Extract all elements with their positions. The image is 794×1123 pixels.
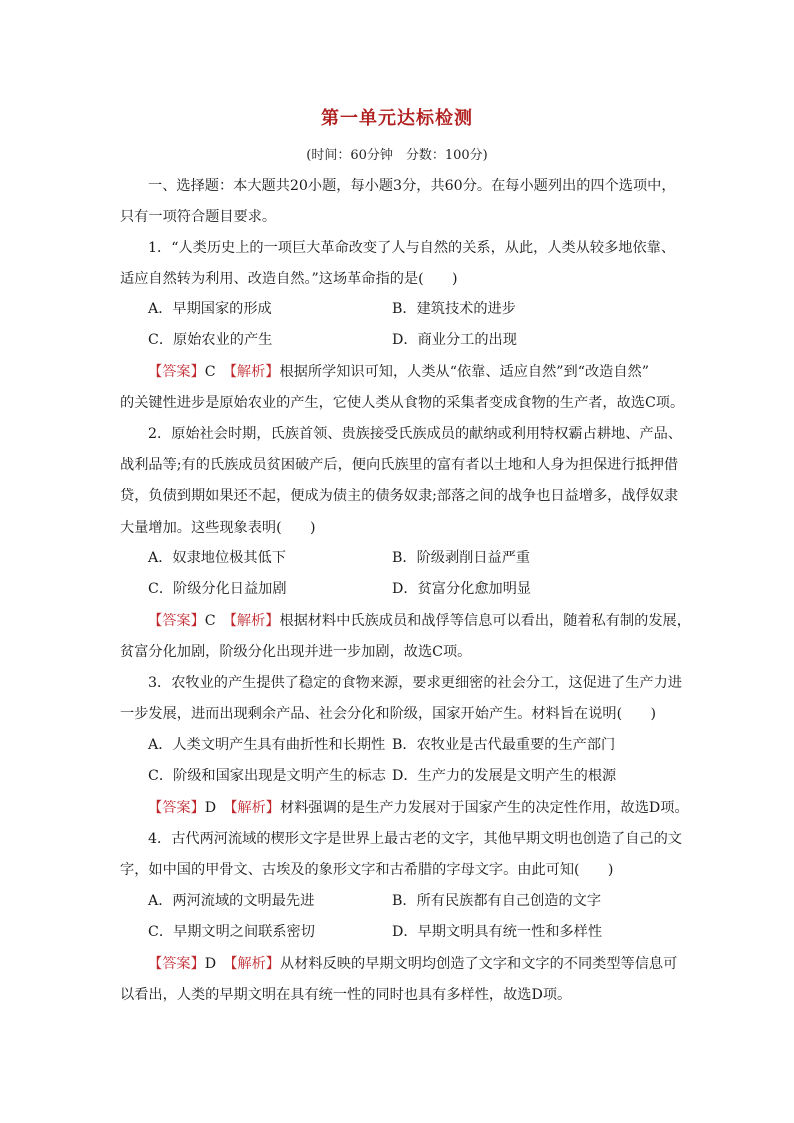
option-b[interactable]: B．所有民族都有自己创造的文字 — [392, 893, 602, 909]
instruction-line: 只有一项符合题目要求。 — [120, 209, 277, 226]
analysis-line: 的关键性进步是原始农业的产生，它使人类从食物的采集者变成食物的生产者，故选C项。 — [120, 395, 685, 412]
stem-line: 贷，负债到期如果还不起，便成为债主的债务奴隶;部落之间的战争也日益增多，战俘奴隶 — [120, 488, 679, 505]
analysis-line: 贫富分化加剧，阶级分化出现并进一步加剧，故选C项。 — [120, 644, 472, 661]
analysis-label: 【解析】 — [230, 800, 280, 816]
analysis-label: 【解析】 — [229, 613, 280, 629]
option-c[interactable]: C．原始农业的产生 — [148, 332, 273, 348]
stem-line: 大量增加。这些现象表明( ) — [120, 519, 316, 536]
stem-line: 战利品等;有的氏族成员贫困破产后，便向氏族里的富有者以土地和人身为担保进行抵押借 — [120, 457, 679, 474]
instruction-line: 一、选择题：本大题共20小题，每小题3分，共60分。在每小题列出的四个选项中， — [148, 178, 676, 194]
option-d[interactable]: D．生产力的发展是文明产生的根源 — [392, 768, 617, 784]
analysis-label: 【解析】 — [229, 364, 280, 380]
option-d[interactable]: D．商业分工的出现 — [392, 332, 517, 348]
answer-value: D — [204, 800, 217, 816]
option-d[interactable]: D．贫富分化愈加明显 — [392, 581, 532, 597]
question-1-stem — [120, 233, 680, 295]
question-4-options — [148, 886, 688, 948]
answer-value: C — [204, 364, 216, 380]
option-c[interactable]: C．阶级分化日益加剧 — [148, 581, 287, 597]
question-2-stem — [120, 419, 680, 544]
answer-value: C — [204, 613, 216, 629]
question-2-options — [148, 543, 688, 605]
stem-line: 3．农牧业的产生提供了稳定的食物来源，要求更细密的社会分工，这促进了生产力进 — [148, 675, 682, 691]
option-b[interactable]: B．阶级剥削日益严重 — [392, 550, 531, 566]
question-4-stem — [120, 824, 680, 886]
analysis-line: 以看出，人类的早期文明在具有统一性的同时也具有多样性，故选D项。 — [120, 987, 572, 1004]
page-title: 第一单元达标检测 — [321, 108, 473, 129]
question-3-answer — [120, 793, 689, 824]
stem-line: 一步发展，进而出现剩余产品、社会分化和阶级，国家开始产生。材料旨在说明( ) — [120, 706, 657, 723]
option-a[interactable]: A．奴隶地位极其低下 — [148, 550, 286, 566]
option-d[interactable]: D．早期文明具有统一性和多样性 — [392, 924, 603, 940]
question-3-options — [148, 730, 688, 792]
question-1-options — [148, 294, 688, 356]
option-b[interactable]: B．建筑技术的进步 — [392, 301, 516, 317]
answer-label: 【答案】 — [148, 364, 205, 380]
option-c[interactable]: C．早期文明之间联系密切 — [148, 924, 315, 940]
stem-line: 2．原始社会时期，氏族首领、贵族接受氏族成员的献纳或利用特权霸占耕地、产品、 — [148, 426, 682, 442]
option-a[interactable]: A．两河流域的文明最先进 — [148, 893, 315, 909]
option-a[interactable]: A．人类文明产生具有曲折性和长期性 — [148, 737, 386, 753]
answer-label: 【答案】 — [148, 613, 205, 629]
analysis-text: 材料强调的是生产力发展对于国家产生的决定性作用，故选D项。 — [280, 800, 689, 816]
analysis-text: 根据材料中氏族成员和战俘等信息可以看出，随着私有制的发展， — [279, 613, 691, 629]
answer-value: D — [204, 956, 217, 972]
option-b[interactable]: B．农牧业是古代最重要的生产部门 — [392, 737, 616, 753]
answer-label: 【答案】 — [148, 956, 205, 972]
stem-line: 字，如中国的甲骨文、古埃及的象形文字和古希腊的字母文字。由此可知( ) — [120, 862, 614, 879]
analysis-text: 根据所学知识可知，人类从“依靠、适应自然”到“改造自然” — [279, 364, 649, 380]
analysis-label: 【解析】 — [230, 956, 280, 972]
stem-line: 适应自然转为利用、改造自然。”这场革命指的是( ) — [120, 271, 458, 288]
answer-label: 【答案】 — [148, 800, 205, 816]
question-3-stem — [120, 668, 680, 730]
analysis-text: 从材料反映的早期文明均创造了文字和文字的不同类型等信息可 — [280, 956, 678, 972]
stem-line: 4．古代两河流域的楔形文字是世界上最古老的文字，其他早期文明也创造了自己的文 — [148, 831, 682, 847]
stem-line: 1．“人类历史上的一项巨大革命改变了人与自然的关系，从此，人类从较多地依靠、 — [148, 240, 676, 256]
option-a[interactable]: A．早期国家的形成 — [148, 301, 272, 317]
question-1-answer — [120, 357, 685, 419]
option-c[interactable]: C．阶级和国家出现是文明产生的标志 — [148, 768, 386, 784]
question-2-answer — [120, 606, 691, 668]
section-instructions — [120, 171, 680, 233]
exam-info: (时间：60分钟 分数：100分) — [306, 148, 488, 163]
question-4-answer — [120, 949, 680, 1011]
